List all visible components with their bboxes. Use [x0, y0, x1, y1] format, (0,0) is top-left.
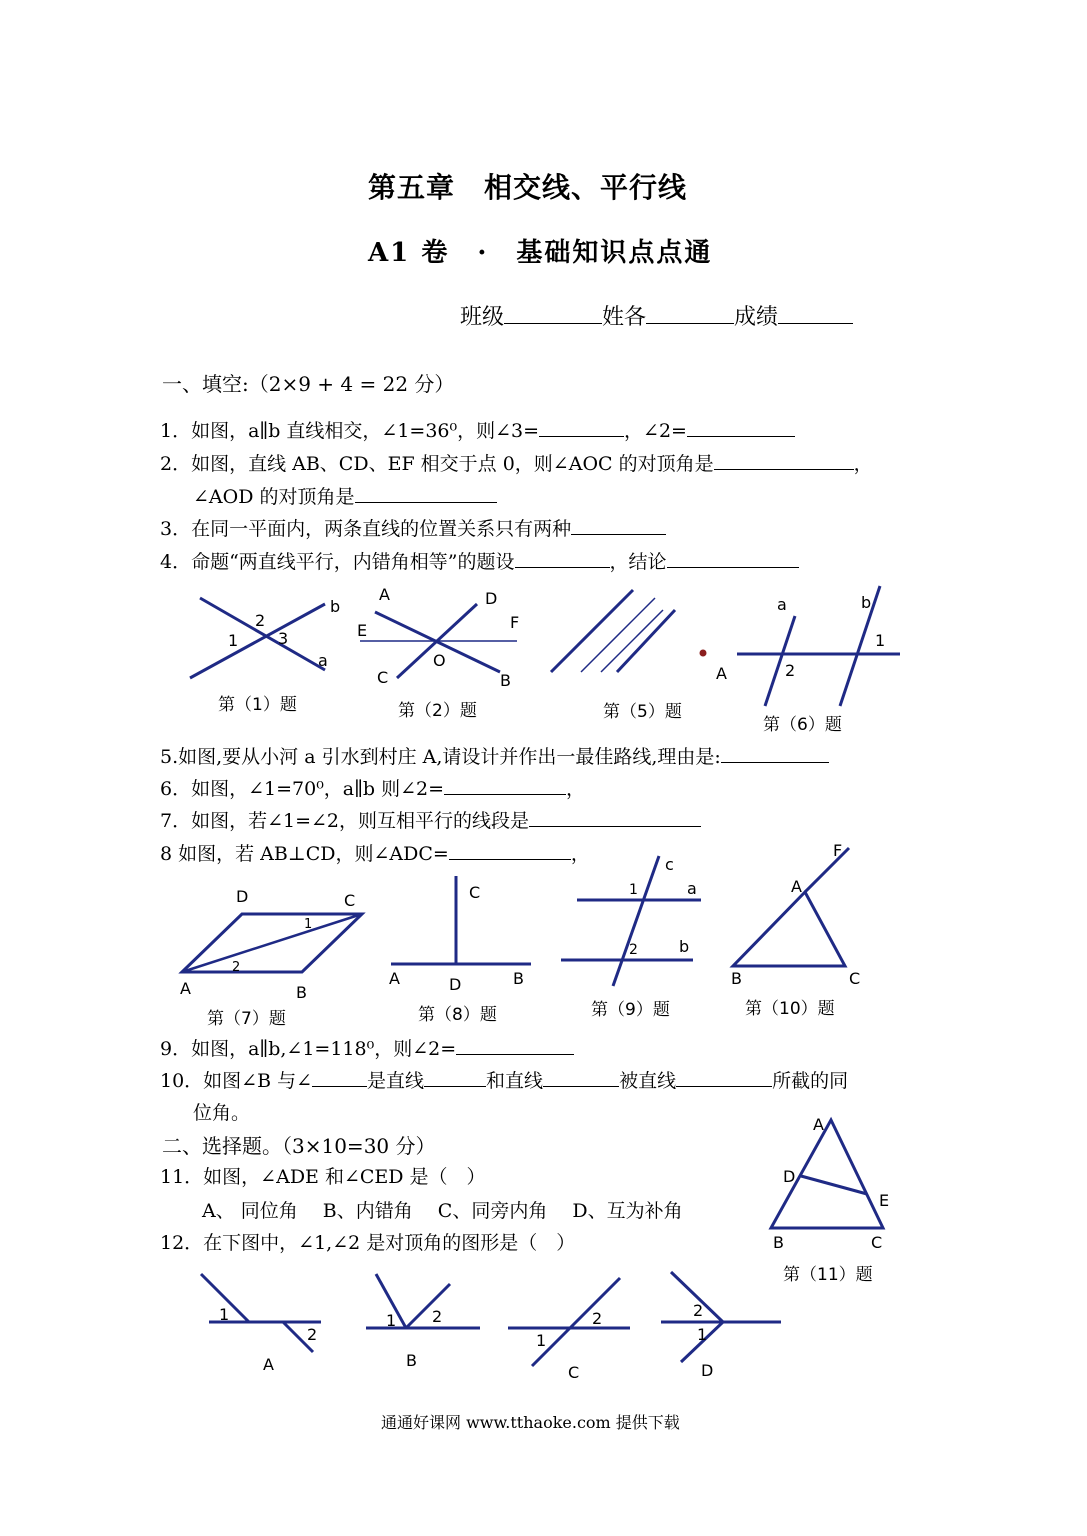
q10-blank-4[interactable]	[676, 1068, 772, 1087]
q1-blank-2[interactable]	[687, 418, 795, 437]
fig12b-slant-2	[406, 1284, 450, 1328]
q6-blank[interactable]	[444, 776, 566, 795]
figure-9	[555, 852, 715, 992]
fig9-caption: 第（9）题	[591, 1000, 670, 1020]
question-11-options[interactable]: A、 同位角 B、内错角 C、同旁内角 D、互为补角	[202, 1200, 683, 1222]
q2-comma: ，	[853, 453, 873, 475]
figure-7	[170, 884, 370, 1004]
fig6-line-b	[840, 586, 880, 706]
question-9	[160, 1034, 574, 1061]
q9-blank[interactable]	[456, 1036, 574, 1055]
fig7-label-2: 2	[232, 960, 241, 975]
fig1-label-1: 1	[228, 631, 239, 650]
fig5-caption: 第（5）题	[603, 702, 682, 722]
question-12: 12．在下图中，∠1,∠2 是对顶角的图形是（ ）	[160, 1232, 576, 1254]
q2-blank-2[interactable]	[355, 484, 497, 503]
q10-text-3: 和直线	[486, 1070, 544, 1092]
fig6-label-b: b	[861, 593, 872, 612]
q4-blank-2[interactable]	[667, 549, 799, 568]
question-10-cont: 位角。	[193, 1102, 251, 1124]
fig10-caption: 第（10）题	[745, 999, 835, 1019]
fig5-label-A: A	[716, 664, 727, 683]
fig12d-option-label: D	[701, 1361, 714, 1380]
question-7	[160, 806, 701, 833]
question-5	[160, 742, 829, 769]
fig1-caption: 第（1）题	[218, 695, 297, 715]
question-10	[160, 1066, 848, 1093]
q5-text: 5.如图,要从小河 a 引水到村庄 A,请设计并作出一最佳路线,理由是:	[160, 746, 721, 768]
q10-blank-3[interactable]	[543, 1068, 619, 1087]
fig7-label-A: A	[180, 979, 191, 998]
q7-text: 7．如图，若∠1=∠2，则互相平行的线段是	[160, 810, 530, 832]
section-fill-blank: 一、填空:（2×9 + 4 = 22 分）	[162, 372, 455, 396]
figure-12d[interactable]	[655, 1268, 790, 1383]
fig7-label-C: C	[344, 891, 356, 910]
fig8-label-A: A	[389, 969, 400, 988]
q10-text-5: 所截的同	[772, 1070, 849, 1092]
name-blank[interactable]	[646, 305, 734, 324]
q4-blank-1[interactable]	[515, 549, 610, 568]
fig11-label-B: B	[773, 1233, 784, 1252]
figure-12b[interactable]	[360, 1270, 490, 1380]
fig8-caption: 第（8）题	[418, 1005, 497, 1025]
question-1	[160, 416, 795, 443]
fig12b-option-label: B	[406, 1351, 417, 1370]
document-title: 第五章 相交线、平行线	[368, 171, 688, 204]
fig12a-option-label: A	[263, 1355, 274, 1374]
fig9-line-c	[613, 856, 659, 986]
fig8-label-C: C	[469, 883, 481, 902]
fig12b-angle-1: 1	[386, 1311, 397, 1330]
fig1-label-a: a	[318, 651, 328, 670]
fig9-label-2: 2	[629, 942, 638, 958]
fig2-label-O: O	[433, 651, 446, 670]
fig7-diagonal	[182, 914, 362, 972]
fig2-label-A: A	[379, 585, 390, 604]
name-label: 姓各	[602, 305, 647, 330]
fig1-line-a	[200, 598, 325, 670]
fig1-label-b: b	[330, 597, 341, 616]
q3-blank[interactable]	[571, 516, 666, 535]
score-label: 成绩	[734, 305, 779, 330]
q7-blank[interactable]	[529, 808, 701, 827]
fig11-label-E: E	[879, 1191, 890, 1210]
fig9-label-1: 1	[629, 882, 638, 898]
fig9-label-c: c	[665, 855, 674, 874]
fig5-river-bank-1	[551, 590, 633, 672]
q2-blank-1[interactable]	[714, 451, 854, 470]
q10-blank-1[interactable]	[312, 1068, 367, 1087]
fig2-label-C: C	[377, 668, 389, 687]
q8-text: 8 如图，若 AB⊥CD，则∠ADC=	[160, 843, 449, 865]
fig8-label-B: B	[513, 969, 524, 988]
class-blank[interactable]	[504, 305, 602, 324]
fig12c-angle-2: 2	[592, 1309, 603, 1328]
fig2-label-B: B	[500, 671, 511, 690]
figure-12c[interactable]	[502, 1270, 642, 1385]
fig10-extension-af	[805, 848, 849, 892]
fig2-label-D: D	[485, 589, 498, 608]
fig12a-angle-2: 2	[307, 1325, 318, 1344]
question-3	[160, 514, 666, 541]
fig12c-slant	[532, 1278, 620, 1366]
fig7-label-B: B	[296, 983, 307, 1002]
class-label: 班级	[460, 305, 505, 330]
question-11: 11．如图，∠ADE 和∠CED 是（ ）	[160, 1166, 486, 1188]
fig11-label-C: C	[871, 1233, 883, 1252]
q2-text-2: ∠AOD 的对顶角是	[193, 486, 355, 508]
fig7-label-D: D	[236, 887, 249, 906]
q10-text-2: 是直线	[367, 1070, 425, 1092]
fig11-caption: 第（11）题	[783, 1265, 873, 1285]
section-choice: 二、选择题。（3×10=30 分）	[162, 1134, 436, 1158]
figure-5	[545, 586, 745, 686]
fig11-segment-de	[801, 1176, 867, 1194]
page-footer: 通通好课网 www.tthaoke.com 提供下载	[381, 1413, 680, 1432]
figure-6	[735, 586, 910, 711]
question-6	[160, 774, 585, 801]
fig12c-angle-1: 1	[536, 1331, 547, 1350]
q10-blank-2[interactable]	[424, 1068, 486, 1087]
fig7-label-1: 1	[304, 917, 313, 932]
fig5-river-bank-2	[617, 610, 675, 672]
q8-comma: ，	[570, 843, 590, 865]
q10-text-1: 10．如图∠B 与∠	[160, 1070, 313, 1092]
header-fields	[460, 300, 853, 331]
q9-text: 9．如图，a∥b,∠1=118⁰，则∠2=	[160, 1038, 457, 1060]
fig6-label-2: 2	[785, 661, 796, 680]
document-subtitle: A1 卷 · 基础知识点点通	[368, 238, 713, 268]
fig2-label-F: F	[510, 613, 520, 632]
figure-8	[385, 872, 535, 992]
fig5-river-line-1	[581, 598, 655, 672]
fig5-village-point	[700, 650, 707, 657]
q10-text-4: 被直线	[619, 1070, 677, 1092]
fig10-label-B: B	[731, 969, 742, 988]
fig9-label-a: a	[687, 879, 697, 898]
q6-comma: ，	[566, 778, 586, 800]
q1-text: 1．如图，a∥b 直线相交，∠1=36⁰，则∠3=	[160, 420, 540, 442]
figure-11	[765, 1110, 905, 1260]
question-8	[160, 839, 590, 866]
fig6-label-a: a	[777, 595, 787, 614]
q1-text-2: ，∠2=	[624, 420, 687, 442]
fig1-label-2: 2	[255, 611, 266, 630]
fig12a-angle-1: 1	[219, 1305, 230, 1324]
q8-blank[interactable]	[449, 841, 571, 860]
fig1-label-3: 3	[278, 629, 289, 648]
fig2-caption: 第（2）题	[398, 701, 477, 721]
q3-text: 3．在同一平面内，两条直线的位置关系只有两种	[160, 518, 572, 540]
fig6-caption: 第（6）题	[763, 715, 842, 735]
q5-blank[interactable]	[721, 744, 829, 763]
question-4	[160, 547, 799, 574]
fig10-label-A: A	[791, 877, 802, 896]
fig10-triangle	[733, 892, 845, 966]
fig10-label-F: F	[833, 841, 843, 860]
q4-text-2: ，结论	[609, 551, 667, 573]
q6-text: 6．如图，∠1=70⁰，a∥b 则∠2=	[160, 778, 445, 800]
score-blank[interactable]	[778, 305, 853, 324]
figure-10	[725, 840, 875, 990]
fig8-label-D: D	[449, 975, 462, 994]
fig12d-angle-2: 2	[693, 1301, 704, 1320]
fig7-caption: 第（7）题	[207, 1009, 286, 1029]
fig9-label-b: b	[679, 937, 690, 956]
fig12b-angle-2: 2	[432, 1307, 443, 1326]
figure-2	[355, 584, 535, 694]
fig2-label-E: E	[357, 621, 368, 640]
q1-blank-1[interactable]	[539, 418, 624, 437]
fig10-label-C: C	[849, 969, 861, 988]
q4-text: 4．命题“两直线平行，内错角相等”的题设	[160, 551, 515, 573]
question-2-cont	[193, 482, 497, 509]
question-2	[160, 449, 873, 476]
fig5-river-line-2	[601, 610, 663, 672]
q2-text: 2．如图，直线 AB、CD、EF 相交于点 0，则∠AOC 的对顶角是	[160, 453, 714, 475]
fig6-label-1: 1	[875, 631, 886, 650]
figure-12a[interactable]	[195, 1268, 335, 1378]
fig11-label-D: D	[783, 1167, 796, 1186]
fig12c-option-label: C	[568, 1363, 580, 1382]
fig11-label-A: A	[813, 1115, 824, 1134]
fig12d-angle-1: 1	[697, 1325, 708, 1344]
